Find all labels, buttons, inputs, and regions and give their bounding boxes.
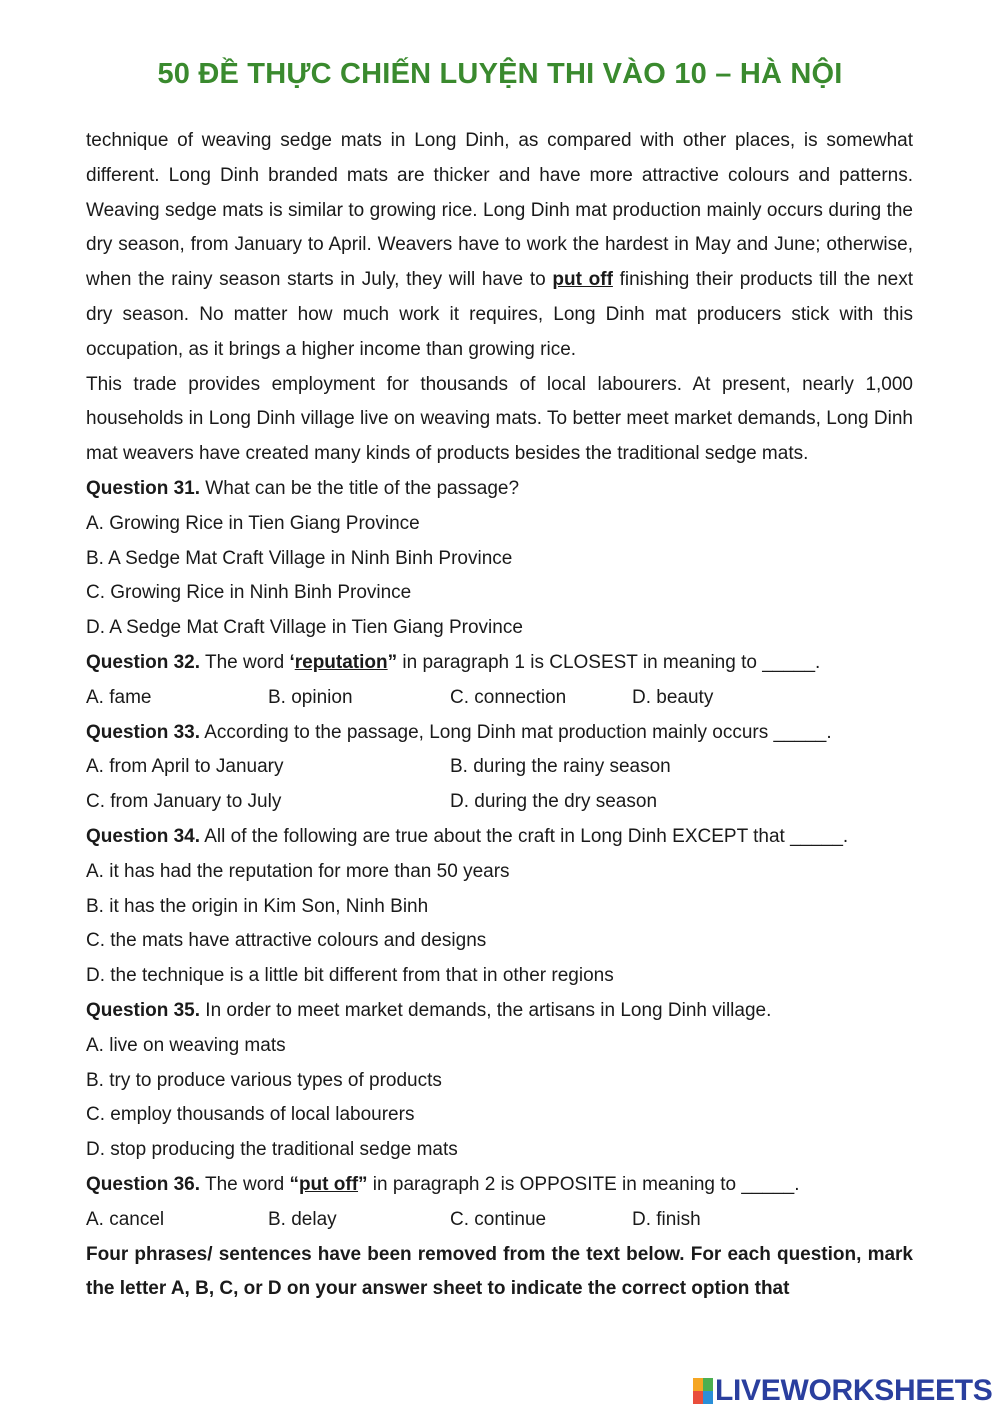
passage-text: technique of weaving sedge mats in Long Dinh, as compared with other places, is somewhat different. Long Dinh branded mats are thicker and have more attractive colours and patterns. Weaving sedge mats is similar to growing rice. Long Dinh mat production mainly occurs during the dry season, from January to April. Weavers have to work the hardest in May and June; otherwise, when the rainy season starts in July, they will have to — [86, 130, 913, 291]
option[interactable]: C. connection — [450, 686, 567, 708]
option-row — [86, 785, 913, 820]
question-text: The word — [200, 651, 290, 673]
logo-square — [693, 1391, 703, 1404]
option[interactable]: B. it has the origin in Kim Son, Ninh Binh — [86, 895, 429, 917]
document-body — [86, 124, 913, 1307]
option-row — [86, 750, 913, 785]
option[interactable]: B. delay — [268, 1208, 337, 1230]
option[interactable]: A. cancel — [86, 1208, 165, 1230]
question-label: Question 33. — [86, 721, 201, 743]
question-text: In order to meet market demands, the artisans in Long Dinh village. — [200, 999, 772, 1021]
option[interactable]: D. A Sedge Mat Craft Village in Tien Giang Province — [86, 617, 523, 639]
question-label: Question 34. — [86, 825, 201, 847]
option[interactable]: A. Growing Rice in Tien Giang Province — [86, 512, 420, 534]
option[interactable]: B. A Sedge Mat Craft Village in Ninh Binh Province — [86, 547, 513, 569]
question-text: in paragraph 1 is CLOSEST in meaning to _____. — [397, 651, 821, 673]
option[interactable]: C. employ thousands of local labourers — [86, 1104, 415, 1126]
question-text: What can be the title of the passage? — [200, 477, 520, 499]
quote-mark: “ — [289, 1173, 299, 1195]
option-row — [86, 1203, 913, 1238]
question-34 — [86, 820, 913, 855]
option[interactable]: D. finish — [632, 1208, 701, 1230]
question-35 — [86, 994, 913, 1029]
logo-text: LIVEWORKSHEETS — [715, 1374, 993, 1407]
question-text: in paragraph 2 is OPPOSITE in meaning to _____. — [367, 1173, 800, 1195]
option[interactable]: B. opinion — [268, 686, 353, 708]
option[interactable]: A. fame — [86, 686, 152, 708]
question-label: Question 35. — [86, 999, 201, 1021]
logo-square — [703, 1391, 713, 1404]
passage-paragraph-2: This trade provides employment for thousands of local labourers. At present, nearly 1,000 households in Long Dinh village live on weaving mats. To better meet market demands, Long Dinh mat weavers have created many kinds of products besides the traditional sedge mats. — [86, 373, 913, 465]
question-label: Question 31. — [86, 477, 201, 499]
option[interactable]: C. Growing Rice in Ninh Binh Province — [86, 582, 412, 604]
option[interactable]: A. from April to January — [86, 756, 284, 778]
option-row — [86, 681, 913, 716]
question-36 — [86, 1168, 913, 1203]
passage-text: finishing their products till the next dry season. No matter how much work it requires, Long Dinh mat producers stick with this occupation, as it brings a higher income than growing rice. — [86, 269, 914, 360]
question-33 — [86, 716, 913, 751]
option[interactable]: D. beauty — [632, 686, 714, 708]
liveworksheets-logo[interactable] — [693, 1374, 993, 1408]
question-32 — [86, 646, 913, 681]
quote-mark: ” — [358, 1173, 368, 1195]
question-term: put off — [298, 1173, 359, 1195]
question-31 — [86, 472, 913, 507]
instruction-text: Four phrases/ sentences have been removed from the text below. For each question, mark the letter A, B, C, or D on your answer sheet to indicate the correct option that — [86, 1243, 913, 1300]
option[interactable]: A. live on weaving mats — [86, 1034, 286, 1056]
option[interactable]: C. from January to July — [86, 791, 282, 813]
option[interactable]: C. continue — [450, 1208, 547, 1230]
passage-paragraph-1 — [86, 124, 913, 368]
question-term: reputation — [294, 651, 388, 673]
quote-mark: ” — [387, 651, 398, 673]
question-text: The word — [200, 1173, 290, 1195]
option[interactable]: B. try to produce various types of products — [86, 1069, 442, 1091]
option[interactable]: D. the technique is a little bit different from that in other regions — [86, 965, 614, 987]
option[interactable]: B. during the rainy season — [450, 756, 671, 778]
question-text: According to the passage, Long Dinh mat production mainly occurs _____. — [200, 721, 832, 743]
question-text: All of the following are true about the craft in Long Dinh EXCEPT that _____. — [200, 825, 849, 847]
quote-mark: ‘ — [289, 651, 295, 673]
option[interactable]: A. it has had the reputation for more than 50 years — [86, 860, 510, 882]
question-label: Question 32. — [86, 651, 201, 673]
highlighted-phrase: put off — [552, 269, 613, 291]
page-title: 50 ĐỀ THỰC CHIẾN LUYỆN THI VÀO 10 – HÀ NỘI — [157, 58, 843, 90]
option[interactable]: D. during the dry season — [450, 791, 658, 813]
question-label: Question 36. — [86, 1173, 201, 1195]
logo-square — [693, 1378, 703, 1391]
option[interactable]: D. stop producing the traditional sedge mats — [86, 1139, 458, 1161]
logo-square — [703, 1378, 713, 1391]
logo-icon — [693, 1378, 713, 1404]
option[interactable]: C. the mats have attractive colours and designs — [86, 930, 487, 952]
